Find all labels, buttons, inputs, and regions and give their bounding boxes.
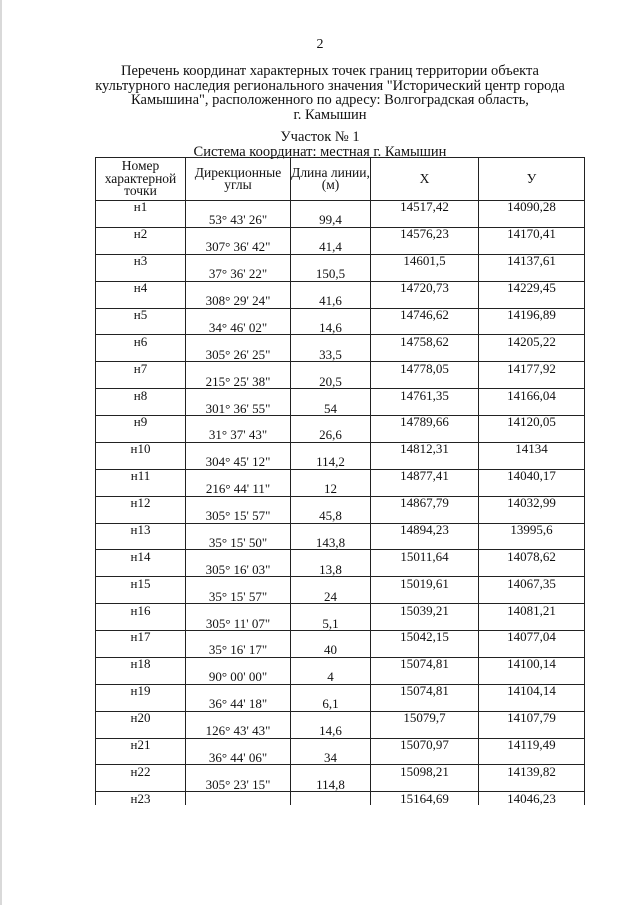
coordinates-table <box>95 157 585 805</box>
empty-cell <box>371 375 479 388</box>
empty-cell <box>371 536 479 549</box>
segment-angle: 216° 44' 11" <box>186 483 291 496</box>
segment-length: 41,6 <box>291 295 371 308</box>
segment-length: 41,4 <box>291 241 371 254</box>
empty-cell <box>479 590 585 603</box>
empty-cell <box>96 348 186 361</box>
point-name: н4 <box>96 281 186 294</box>
segment-angle: 307° 36' 42" <box>186 241 291 254</box>
segment-length: 20,5 <box>291 375 371 388</box>
point-name: н18 <box>96 657 186 670</box>
point-y: 14081,21 <box>479 604 585 617</box>
empty-cell <box>479 563 585 576</box>
segment-angle: 308° 29' 24" <box>186 295 291 308</box>
empty-cell <box>479 751 585 764</box>
point-y: 14077,04 <box>479 631 585 644</box>
table-row-point <box>96 577 585 590</box>
point-x: 14778,05 <box>371 362 479 375</box>
table-header-row <box>96 158 585 201</box>
point-x: 15039,21 <box>371 604 479 617</box>
table-row-segment <box>96 563 585 576</box>
table-row-segment <box>96 536 585 549</box>
point-x: 15098,21 <box>371 765 479 778</box>
point-y: 14100,14 <box>479 657 585 670</box>
point-name: н12 <box>96 496 186 509</box>
empty-cell <box>96 563 186 576</box>
point-x: 15070,97 <box>371 738 479 751</box>
point-x: 14867,79 <box>371 496 479 509</box>
empty-cell <box>96 510 186 523</box>
empty-cell <box>371 321 479 334</box>
segment-length: 24 <box>291 590 371 603</box>
header-x: X <box>371 158 479 201</box>
segment-length: 143,8 <box>291 536 371 549</box>
empty-cell <box>371 725 479 738</box>
document-title <box>80 64 580 122</box>
table-row-segment <box>96 778 585 791</box>
segment-angle: 35° 15' 50" <box>186 536 291 549</box>
segment-length: 54 <box>291 402 371 415</box>
segment-length: 6,1 <box>291 698 371 711</box>
point-x: 15074,81 <box>371 684 479 697</box>
point-name: н16 <box>96 604 186 617</box>
segment-length: 33,5 <box>291 348 371 361</box>
point-x: 15042,15 <box>371 631 479 644</box>
empty-cell <box>371 295 479 308</box>
point-name: н5 <box>96 308 186 321</box>
point-y: 14134 <box>479 442 585 455</box>
table-row-point <box>96 738 585 751</box>
table-row-point <box>96 389 585 402</box>
point-y: 14120,05 <box>479 416 585 429</box>
point-x: 15011,64 <box>371 550 479 563</box>
table-row-segment <box>96 725 585 738</box>
point-x: 14761,35 <box>371 389 479 402</box>
point-x: 14517,42 <box>371 201 479 214</box>
empty-cell <box>371 510 479 523</box>
segment-angle: 301° 36' 55" <box>186 402 291 415</box>
empty-cell <box>371 348 479 361</box>
segment-angle: 305° 15' 57" <box>186 510 291 523</box>
empty-cell <box>96 751 186 764</box>
point-x: 15164,69 <box>371 792 479 805</box>
segment-angle: 37° 36' 22" <box>186 268 291 281</box>
point-y: 14139,82 <box>479 765 585 778</box>
segment-angle: 35° 15' 57" <box>186 590 291 603</box>
segment-angle: 305° 26' 25" <box>186 348 291 361</box>
point-y: 14229,45 <box>479 281 585 294</box>
table-row-segment <box>96 295 585 308</box>
point-name: н9 <box>96 416 186 429</box>
point-name: н22 <box>96 765 186 778</box>
title-line: г. Камышин <box>293 106 367 123</box>
table-row-point <box>96 792 585 805</box>
segment-length: 14,6 <box>291 321 371 334</box>
point-y: 14137,61 <box>479 254 585 267</box>
segment-length: 12 <box>291 483 371 496</box>
point-x: 14720,73 <box>371 281 479 294</box>
point-x: 14877,41 <box>371 469 479 482</box>
segment-length: 14,6 <box>291 725 371 738</box>
point-name: н14 <box>96 550 186 563</box>
point-x: 15019,61 <box>371 577 479 590</box>
point-y: 14032,99 <box>479 496 585 509</box>
point-y: 14067,35 <box>479 577 585 590</box>
point-y: 14104,14 <box>479 684 585 697</box>
empty-cell <box>479 375 585 388</box>
title-line: Камышина", расположенного по адресу: Волгоградская область, <box>131 92 529 108</box>
empty-cell <box>371 563 479 576</box>
segment-length: 5,1 <box>291 617 371 630</box>
point-x: 15079,7 <box>371 711 479 724</box>
segment-angle: 35° 16' 17" <box>186 644 291 657</box>
table-row-segment <box>96 321 585 334</box>
segment-angle: 34° 46' 02" <box>186 321 291 334</box>
table-row-point <box>96 657 585 670</box>
header-angle: Дирекционные углы <box>186 158 291 201</box>
segment-angle: 305° 16' 03" <box>186 563 291 576</box>
point-name: н20 <box>96 711 186 724</box>
table-row-segment <box>96 751 585 764</box>
point-y: 14119,49 <box>479 738 585 751</box>
empty-cell <box>479 321 585 334</box>
point-name: н2 <box>96 227 186 240</box>
empty-cell <box>96 321 186 334</box>
empty-cell <box>479 295 585 308</box>
point-x: 15074,81 <box>371 657 479 670</box>
point-name: н6 <box>96 335 186 348</box>
segment-length: 45,8 <box>291 510 371 523</box>
title-line: культурного наследия регионального значения "Исторический центр города <box>95 77 565 94</box>
point-y: 14090,28 <box>479 201 585 214</box>
point-name: н17 <box>96 631 186 644</box>
segment-angle: 304° 45' 12" <box>186 456 291 469</box>
point-name: н7 <box>96 362 186 375</box>
point-x: 14576,23 <box>371 227 479 240</box>
segment-length: 150,5 <box>291 268 371 281</box>
segment-length: 114,2 <box>291 456 371 469</box>
table-row-point <box>96 684 585 697</box>
segment-angle: 36° 44' 18" <box>186 698 291 711</box>
section-title: Участок № 1 <box>280 129 360 145</box>
table-row-segment <box>96 429 585 442</box>
point-y: 14166,04 <box>479 389 585 402</box>
segment-length: 34 <box>291 751 371 764</box>
point-name: н8 <box>96 389 186 402</box>
title-line: Перечень координат характерных точек границ территории объекта <box>121 63 539 79</box>
segment-length: 114,8 <box>291 778 371 791</box>
point-y: 14196,89 <box>479 308 585 321</box>
empty-cell <box>479 778 585 791</box>
empty-cell <box>479 536 585 549</box>
header-length: Длина линии, (м) <box>291 158 371 201</box>
point-name: н13 <box>96 523 186 536</box>
segment-angle: 53° 43' 26" <box>186 214 291 227</box>
point-y: 14177,92 <box>479 362 585 375</box>
page-number: 2 <box>316 37 324 52</box>
point-name: н1 <box>96 201 186 214</box>
header-point: Номер характерной точки <box>96 158 186 201</box>
empty-cell <box>291 792 371 805</box>
point-y: 14107,79 <box>479 711 585 724</box>
point-x: 14758,62 <box>371 335 479 348</box>
point-name: н10 <box>96 442 186 455</box>
segment-length: 40 <box>291 644 371 657</box>
point-name: н15 <box>96 577 186 590</box>
empty-cell <box>479 510 585 523</box>
segment-angle: 90° 00' 00" <box>186 671 291 684</box>
empty-cell <box>371 778 479 791</box>
segment-length: 13,8 <box>291 563 371 576</box>
point-y: 14040,17 <box>479 469 585 482</box>
point-x: 14894,23 <box>371 523 479 536</box>
table-row-point <box>96 631 585 644</box>
table-row-segment <box>96 590 585 603</box>
point-y: 14205,22 <box>479 335 585 348</box>
section-heading <box>0 130 640 159</box>
empty-cell <box>371 751 479 764</box>
point-name: н11 <box>96 469 186 482</box>
point-name: н19 <box>96 684 186 697</box>
point-name: н23 <box>96 792 186 805</box>
empty-cell <box>371 590 479 603</box>
empty-cell <box>96 536 186 549</box>
empty-cell <box>96 375 186 388</box>
segment-angle: 31° 37' 43" <box>186 429 291 442</box>
table-row-segment <box>96 375 585 388</box>
point-x: 14789,66 <box>371 416 479 429</box>
point-y: 14078,62 <box>479 550 585 563</box>
segment-angle: 305° 23' 15" <box>186 778 291 791</box>
empty-cell <box>96 778 186 791</box>
empty-cell <box>96 295 186 308</box>
empty-cell <box>479 348 585 361</box>
table-row-segment <box>96 348 585 361</box>
point-name: н21 <box>96 738 186 751</box>
segment-angle: 215° 25' 38" <box>186 375 291 388</box>
empty-cell <box>186 792 291 805</box>
table-row-point <box>96 469 585 482</box>
point-x: 14601,5 <box>371 254 479 267</box>
table-body <box>96 201 585 806</box>
segment-angle: 36° 44' 06" <box>186 751 291 764</box>
point-y: 13995,6 <box>479 523 585 536</box>
empty-cell <box>96 590 186 603</box>
coordinate-system: Система координат: местная г. Камышин <box>193 143 447 160</box>
point-name: н3 <box>96 254 186 267</box>
empty-cell <box>96 725 186 738</box>
header-y: У <box>479 158 585 201</box>
table-row-point <box>96 604 585 617</box>
empty-cell <box>479 725 585 738</box>
segment-length: 4 <box>291 671 371 684</box>
segment-angle: 126° 43' 43" <box>186 725 291 738</box>
segment-angle: 305° 11' 07" <box>186 617 291 630</box>
point-x: 14812,31 <box>371 442 479 455</box>
point-y: 14170,41 <box>479 227 585 240</box>
point-y: 14046,23 <box>479 792 585 805</box>
segment-length: 26,6 <box>291 429 371 442</box>
segment-length: 99,4 <box>291 214 371 227</box>
point-x: 14746,62 <box>371 308 479 321</box>
table-row-segment <box>96 510 585 523</box>
